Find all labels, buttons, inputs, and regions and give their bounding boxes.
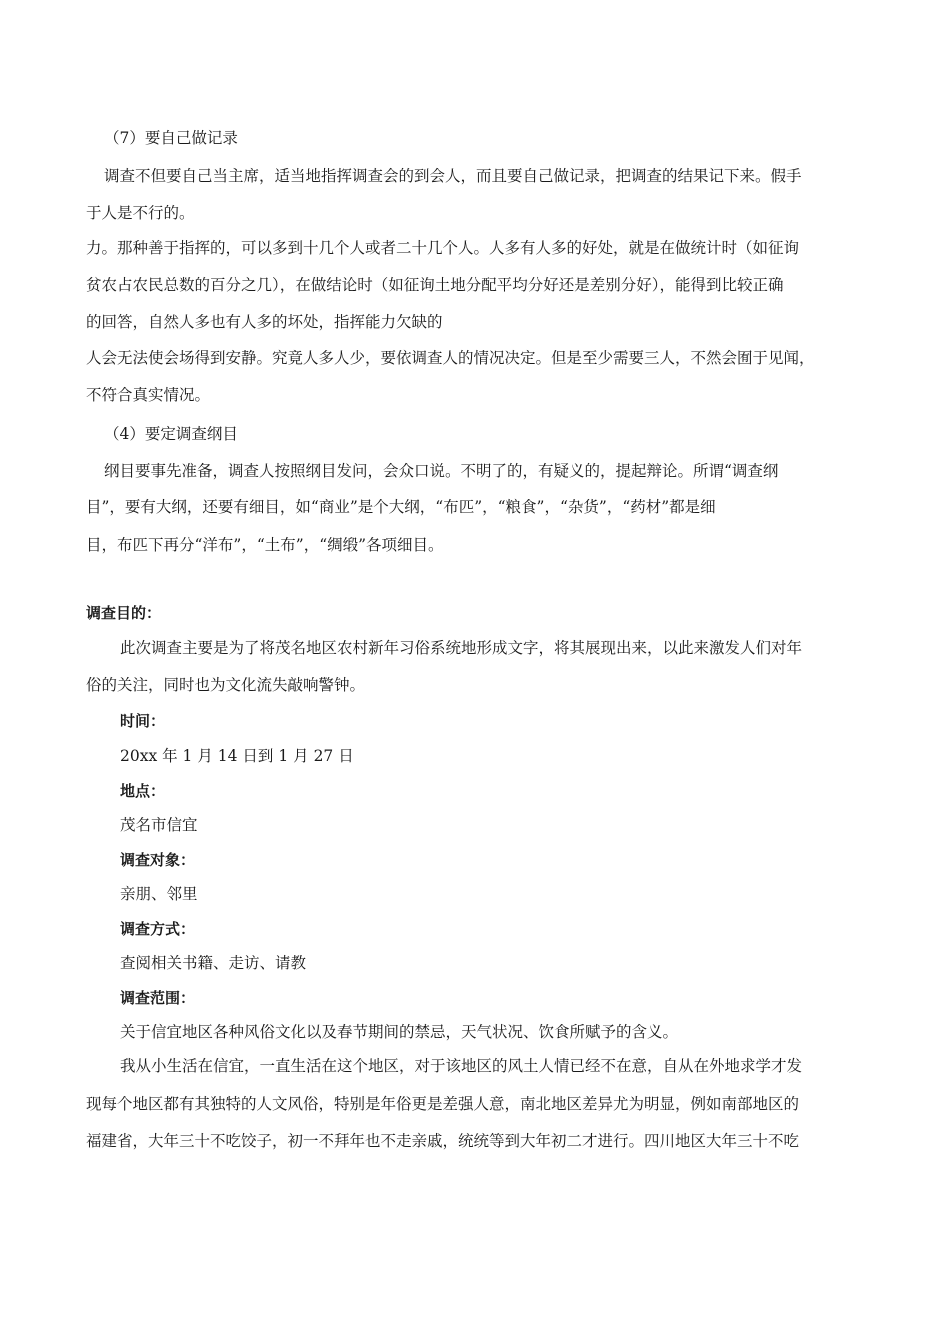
object-value: 亲朋、邻里 bbox=[120, 885, 198, 903]
paragraph-line: 不符合真实情况。 bbox=[86, 386, 211, 404]
place-value: 茂名市信宜 bbox=[120, 816, 198, 834]
paragraph-line: 调查不但要自己当主席，适当地指挥调查会的到会人，而且要自己做记录，把调查的结果记下来。假手 bbox=[104, 167, 802, 185]
paragraph-line: 目”，要有大纲，还要有细目，如“商业”是个大纲，“布匹”，“粮食”，“杂货”，“药材”都是细 bbox=[86, 498, 716, 516]
section-heading-7: （7）要自己做记录 bbox=[104, 129, 238, 147]
paragraph-line: 人会无法使会场得到安静。究竟人多人少，要依调查人的情况决定。但是至少需要三人，不然会囿于见闻， bbox=[86, 349, 815, 367]
method-label: 调查方式： bbox=[120, 920, 196, 938]
paragraph-line: 于人是不行的。 bbox=[86, 204, 195, 222]
paragraph-line: 目，布匹下再分“洋布”，“土布”，“绸缎”各项细目。 bbox=[86, 536, 444, 554]
paragraph-line: 现每个地区都有其独特的人文风俗，特别是年俗更是差强人意，南北地区差异尤为明显，例如南部地区的 bbox=[86, 1095, 800, 1113]
paragraph-line: 俗的关注，同时也为文化流失敲响警钟。 bbox=[86, 676, 366, 694]
paragraph-line: 我从小生活在信宜，一直生活在这个地区，对于该地区的风土人情已经不在意，自从在外地求学才发 bbox=[120, 1057, 803, 1075]
purpose-label: 调查目的： bbox=[86, 604, 162, 622]
object-label: 调查对象： bbox=[120, 851, 196, 869]
scope-label: 调查范围： bbox=[120, 989, 196, 1007]
method-value: 查阅相关书籍、走访、请教 bbox=[120, 954, 307, 972]
paragraph-line: 的回答，自然人多也有人多的坏处，指挥能力欠缺的 bbox=[86, 313, 443, 331]
scope-value: 关于信宜地区各种风俗文化以及春节期间的禁忌，天气状况、饮食所赋予的含义。 bbox=[120, 1023, 679, 1041]
paragraph-line: 贫农占农民总数的百分之几），在做结论时（如征询土地分配平均分好还是差别分好），能得到比较正确 bbox=[86, 276, 784, 294]
paragraph-line: 此次调查主要是为了将茂名地区农村新年习俗系统地形成文字，将其展现出来，以此来激发人们对年 bbox=[120, 639, 803, 657]
paragraph-line: 福建省，大年三十不吃饺子，初一不拜年也不走亲戚，统统等到大年初二才进行。四川地区大年三十不吃 bbox=[86, 1132, 800, 1150]
section-heading-4: （4）要定调查纲目 bbox=[104, 425, 238, 443]
place-label: 地点： bbox=[120, 782, 166, 800]
paragraph-line: 纲目要事先准备，调查人按照纲目发问，会众口说。不明了的，有疑义的，提起辩论。所谓“调查纲 bbox=[104, 462, 779, 480]
time-label: 时间： bbox=[120, 712, 166, 730]
time-value: 20xx 年 1 月 14 日到 1 月 27 日 bbox=[120, 747, 354, 765]
paragraph-line: 力。那种善于指挥的，可以多到十几个人或者二十几个人。人多有人多的好处，就是在做统计时（如征询 bbox=[86, 239, 800, 257]
